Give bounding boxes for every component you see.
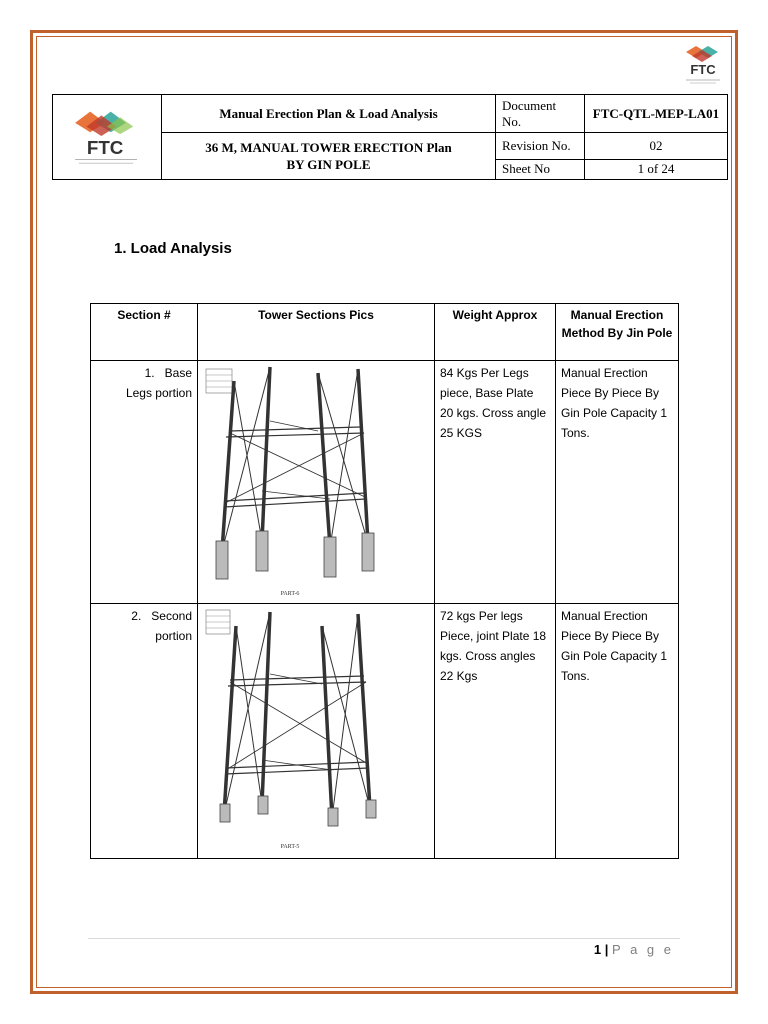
tower-section-drawing (200, 604, 383, 854)
sheet-number-value: 1 of 24 (585, 159, 728, 179)
document-number-label: Document No. (496, 95, 585, 133)
column-header-method: Manual Erection Method By Jin Pole (556, 304, 679, 361)
svg-text:FTC: FTC (690, 62, 716, 77)
document-subtitle: 36 M, MANUAL TOWER ERECTION Plan BY GIN POLE (162, 133, 496, 180)
sheet-number-label: Sheet No (496, 159, 585, 179)
pic-label: PART-5 (280, 844, 300, 850)
document-number-value: FTC-QTL-MEP-LA01 (585, 95, 728, 133)
svg-text:FTC: FTC (86, 136, 124, 158)
column-header-pics: Tower Sections Pics (198, 304, 435, 361)
footer-separator: | (604, 942, 609, 957)
page-word: P a g e (612, 942, 674, 957)
load-analysis-table (90, 303, 679, 859)
tower-picture-cell (198, 604, 435, 859)
weight-cell: 72 kgs Per legs Piece, joint Plate 18 kgs. Cross angles 22 Kgs (435, 604, 556, 859)
method-cell: Manual Erection Piece By Piece By Gin Pole Capacity 1 Tons. (556, 361, 679, 604)
ftc-logo-corner (680, 42, 726, 88)
header-logo-cell (53, 95, 162, 180)
weight-cell: 84 Kgs Per Legs piece, Base Plate 20 kgs. Cross angle 25 KGS (435, 361, 556, 604)
revision-number-label: Revision No. (496, 133, 585, 159)
tower-section-drawing (200, 361, 383, 601)
page-number: 1 (593, 942, 602, 957)
method-cell: Manual Erection Piece By Piece By Gin Pole Capacity 1 Tons. (556, 604, 679, 859)
column-header-section: Section # (91, 304, 198, 361)
page-footer (594, 942, 674, 957)
ftc-logo-icon (680, 42, 726, 88)
table-row (91, 604, 679, 859)
column-header-weight: Weight Approx (435, 304, 556, 361)
section-cell: 2. Second portion (91, 604, 198, 859)
section-cell: 1. Base Legs portion (91, 361, 198, 604)
table-header-row (91, 304, 679, 361)
ftc-logo-large-icon (62, 101, 152, 169)
document-header-table (52, 94, 728, 180)
pic-label: PART-6 (280, 591, 300, 597)
table-row (91, 361, 679, 604)
tower-picture-cell (198, 361, 435, 604)
footer-divider (88, 938, 680, 939)
revision-number-value: 02 (585, 133, 728, 159)
document-title: Manual Erection Plan & Load Analysis (162, 95, 496, 133)
section-heading: 1. Load Analysis (114, 240, 232, 257)
